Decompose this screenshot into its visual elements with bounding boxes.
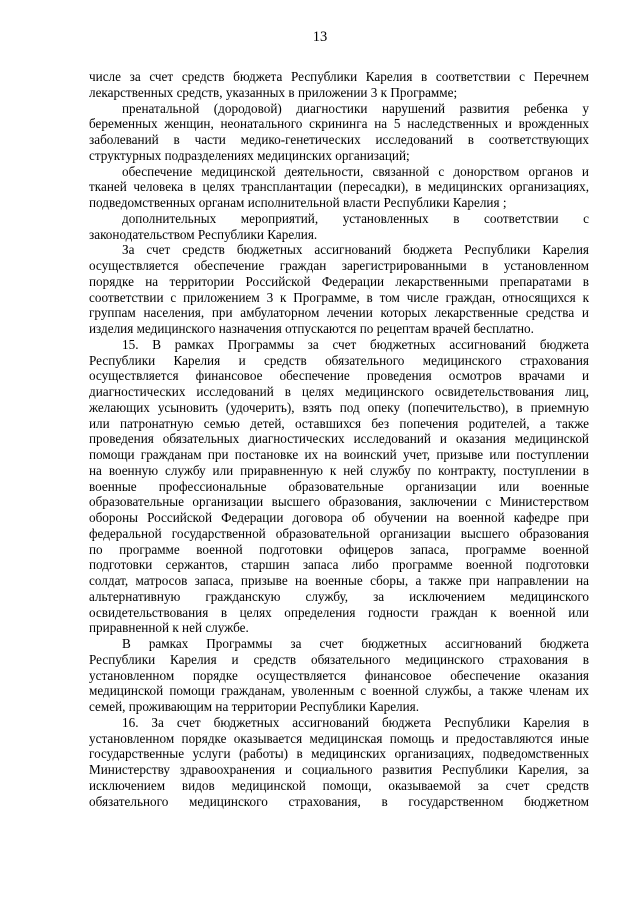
text-line: порядке на территории Российской Федерации лекарственными препаратами в (89, 273, 589, 289)
text-line: на военную службу или приравненную к ней службу по контракту, поступлении в (89, 462, 589, 478)
text-line: обязательного медицинского страхования, в государственном бюджетном (89, 793, 589, 809)
text-line: по программе военной подготовки офицеров запаса, программе военной (89, 541, 589, 557)
text-line: В рамках Программы за счет бюджетных ассигнований бюджета (122, 636, 589, 651)
text-line: приравненной к ней службе. (89, 620, 249, 636)
text-line: медицинской помощи гражданам, уволенным с военной службы, а также членам их (89, 683, 589, 699)
text-line: 16. За счет бюджетных ассигнований бюджета Республики Карелия в (122, 714, 589, 730)
text-line: осуществляется финансовое обеспечение проведения осмотров врачами и (89, 368, 589, 384)
text-line: образовательные организации высшего образования, заключении с Министерством (89, 494, 589, 510)
text-line: тканей человека в целях трансплантации (пересадки), в медицинских организациях, (89, 179, 589, 195)
text-line: солдат, матросов запаса, призыве на военные сборы, а также при направлении на (89, 573, 589, 588)
text-line: установленном порядке осуществляется финансовое обеспечение оказания (89, 667, 589, 683)
text-line: соответствии с приложением 3 к Программе, в том числе граждан, относящихся к (89, 289, 589, 305)
text-line: или патронатную семью детей, оставшихся без попечения родителей, а также (89, 415, 589, 431)
text-line: освидетельствования в целях определения годности граждан к военной или (89, 604, 589, 620)
text-line: Министерству здравоохранения и социального развития Республики Карелия, за (89, 762, 589, 777)
text-line: альтернативную гражданскую службу, за исключением медицинского (89, 588, 589, 604)
text-line: группам населения, при амбулаторном лечении которых лекарственные средства и (89, 305, 589, 321)
text-line: подведомственных органам исполнительной власти Республики Карелия ; (89, 195, 507, 210)
text-line: военные профессиональные образовательные организации или военные (89, 478, 589, 494)
text-line: 15. В рамках Программы за счет бюджетных ассигнований бюджета (122, 336, 589, 352)
page-number: 13 (312, 29, 328, 45)
text-line: дополнительных мероприятий, установленных в соответствии с (122, 210, 589, 226)
text-line: государственные услуги (работы) в медицинских организациях, подведомственных (89, 746, 589, 762)
text-line: изделия медицинского назначения отпускаются по рецептам врачей бесплатно. (89, 321, 534, 336)
text-line: установленном порядке оказывается медицинская помощь и предоставляются иные (89, 730, 589, 746)
text-line: лекарственных средств, указанных в приложении 3 к Программе; (89, 84, 458, 100)
text-line: проведения обязательных диагностических исследований и оказания медицинской (89, 431, 589, 447)
text-line: заболеваний в части медико-генетических исследований в соответствующих (89, 132, 589, 147)
text-line: законодательством Республики Карелия. (89, 226, 318, 242)
text-line: федеральной государственной образовательной организации высшего образования (89, 525, 589, 541)
text-line: желающих усыновить (удочерить), взять под опеку (попечительство), в приемную (89, 399, 589, 415)
text-line: Республики Карелия и средств обязательного медицинского страхования (89, 352, 589, 368)
text-line: структурных подразделениях медицинских организаций; (89, 147, 410, 163)
text-line: осуществляется обеспечение граждан зарегистрированными в установленном (89, 258, 589, 273)
text-line: исключением видов медицинской помощи, оказываемой за счет средств (89, 777, 589, 793)
text-line: числе за счет средств бюджета Республики Карелия в соответствии с Перечнем (89, 69, 589, 84)
text-line: обеспечение медицинской деятельности, связанной с донорством органов и (122, 163, 589, 179)
text-line: Республики Карелия и средств обязательного медицинского страхования в (89, 651, 589, 667)
text-line: семей, проживающим на территории Республики Карелия. (89, 699, 420, 714)
text-line: обороны Российской Федерации договора об обучении на военной кафедре при (89, 510, 589, 525)
text-line: За счет средств бюджетных ассигнований бюджета Республики Карелия (122, 242, 589, 258)
text-line: подготовки сержантов, старшин запаса либо программе военной подготовки (89, 557, 589, 573)
text-line: беременных женщин, неонатального скрининга на 5 наследственных и врожденных (89, 116, 589, 132)
body-text (89, 69, 589, 809)
text-line: пренатальной (дородовой) диагностики нарушений развития ребенка у (122, 100, 589, 116)
text-line: диагностических исследований в целях медицинского освидетельствования лиц, (89, 384, 589, 399)
text-line: помощи гражданам при постановке их на воинский учет, призыве или поступлении (89, 447, 589, 462)
